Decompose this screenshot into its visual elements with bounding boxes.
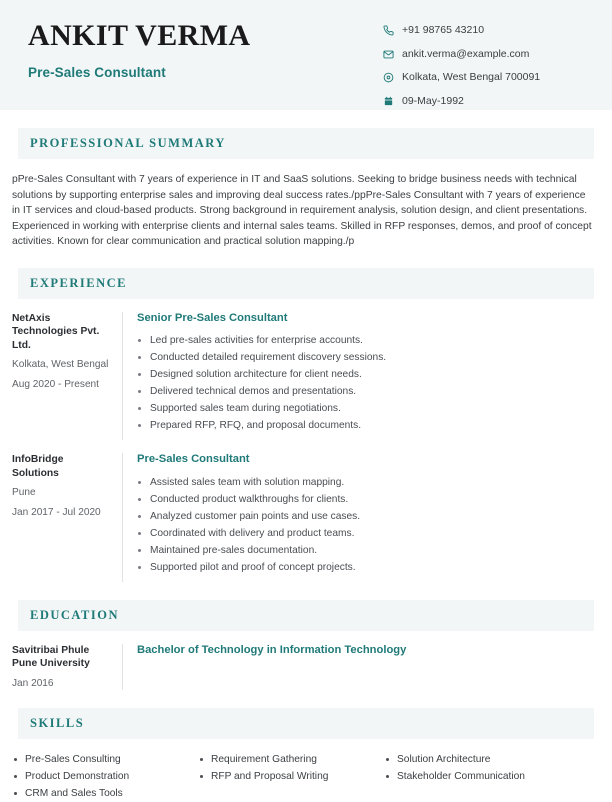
skills-grid (0, 739, 612, 802)
list-item: Solution Architecture (384, 751, 570, 768)
job-role-title: Senior Pre-Sales Consultant (137, 311, 288, 324)
education-entry (0, 631, 612, 691)
list-item: Prepared RFP, RFQ, and proposal documents. (137, 417, 612, 434)
list-item: Coordinated with delivery and product teams. (137, 525, 612, 542)
list-item: Supported sales team during negotiations. (137, 400, 612, 417)
experience-entry-detail (122, 312, 612, 440)
section-experience (0, 268, 612, 582)
summary-section-band (18, 128, 594, 159)
list-item: Delivered technical demos and presentations. (137, 383, 612, 400)
skills-list (384, 751, 570, 785)
list-item: Maintained pre-sales documentation. (137, 542, 612, 559)
location-icon (382, 71, 395, 84)
employment-dates: Jan 2017 - Jul 2020 (12, 506, 101, 518)
email-icon (382, 48, 395, 61)
experience-entry-detail (122, 453, 612, 581)
section-skills (0, 708, 612, 802)
responsibility-list (137, 332, 612, 434)
spacer (0, 690, 612, 708)
contact-phone[interactable] (382, 24, 582, 37)
list-item: Assisted sales team with solution mapping. (137, 474, 612, 491)
experience-section-title: EXPERIENCE (30, 275, 127, 290)
contact-birthdate-value: 09-May-1992 (402, 94, 464, 107)
skills-column (384, 751, 570, 802)
calendar-icon (382, 95, 395, 108)
education-section-title: EDUCATION (30, 607, 119, 622)
experience-entry (0, 440, 612, 581)
list-item: Supported pilot and proof of concept projects. (137, 559, 612, 576)
list-item: Analyzed customer pain points and use cases. (137, 508, 612, 525)
skills-column (12, 751, 198, 802)
header-identity (18, 18, 251, 80)
skills-list (198, 751, 384, 785)
skills-section-band (18, 708, 594, 739)
company-location: Pune (12, 487, 36, 499)
contact-location[interactable] (382, 71, 582, 84)
contact-details (382, 18, 594, 118)
list-item: Stakeholder Communication (384, 768, 570, 785)
list-item: Designed solution architecture for client needs. (137, 366, 612, 383)
list-item: Conducted product walkthroughs for clients. (137, 491, 612, 508)
degree-title: Bachelor of Technology in Information Technology (137, 643, 407, 656)
experience-entry-meta (12, 453, 122, 581)
list-item: Led pre-sales activities for enterprise accounts. (137, 332, 612, 349)
contact-birthdate[interactable] (382, 95, 582, 108)
contact-location-value: Kolkata, West Bengal 700091 (402, 71, 541, 84)
spacer (0, 250, 612, 268)
contact-email[interactable] (382, 48, 582, 61)
contact-phone-value: +91 98765 43210 (402, 24, 485, 37)
experience-entry (0, 299, 612, 440)
list-item: Product Demonstration (12, 768, 198, 785)
company-location: Kolkata, West Bengal (12, 359, 109, 371)
list-item: Requirement Gathering (198, 751, 384, 768)
spacer (0, 582, 612, 600)
education-entry-meta (12, 644, 122, 691)
candidate-job-title: Pre-Sales Consultant (28, 64, 166, 80)
summary-paragraph: pPre-Sales Consultant with 7 years of experience in IT and SaaS solutions. Seeking to bridge business needs with technical solutions by supporting enterprise sales and improving deal success rates./ppPre-Sales Consultant with 7 years of experience in IT services and cloud-based products. Strong background in requirement analysis, solution design, and client presentations. Experienced in working with enterprise clients and internal sales teams. Skilled in RFP responses, demos, and proof of concept activities. Known for clear communication and practical solution mapping./p (12, 174, 592, 248)
section-professional-summary (0, 128, 612, 250)
list-item: CRM and Sales Tools (12, 785, 198, 802)
skills-section-title: SKILLS (30, 716, 85, 731)
company-name: InfoBridge Solutions (12, 454, 64, 479)
experience-section-band (18, 268, 594, 299)
employment-dates: Aug 2020 - Present (12, 378, 99, 390)
education-section-band (18, 600, 594, 631)
list-item: Conducted detailed requirement discovery sessions. (137, 349, 612, 366)
experience-entry-meta (12, 312, 122, 440)
list-item: Pre-Sales Consulting (12, 751, 198, 768)
education-entry-detail (122, 644, 612, 691)
contact-email-value: ankit.verma@example.com (402, 47, 530, 60)
school-name: Savitribai Phule Pune University (12, 644, 90, 670)
list-item: RFP and Proposal Writing (198, 768, 384, 785)
skills-list (12, 751, 198, 802)
section-education (0, 600, 612, 691)
education-dates: Jan 2016 (12, 677, 54, 689)
summary-section-title: PROFESSIONAL SUMMARY (30, 136, 226, 150)
company-name: NetAxis Technologies Pvt. Ltd. (12, 312, 100, 351)
responsibility-list (137, 474, 612, 576)
job-role-title: Pre-Sales Consultant (137, 453, 250, 466)
resume-header (0, 0, 612, 110)
skills-column (198, 751, 384, 802)
candidate-name: ANKIT VERMA (28, 19, 251, 52)
phone-icon (382, 24, 395, 37)
